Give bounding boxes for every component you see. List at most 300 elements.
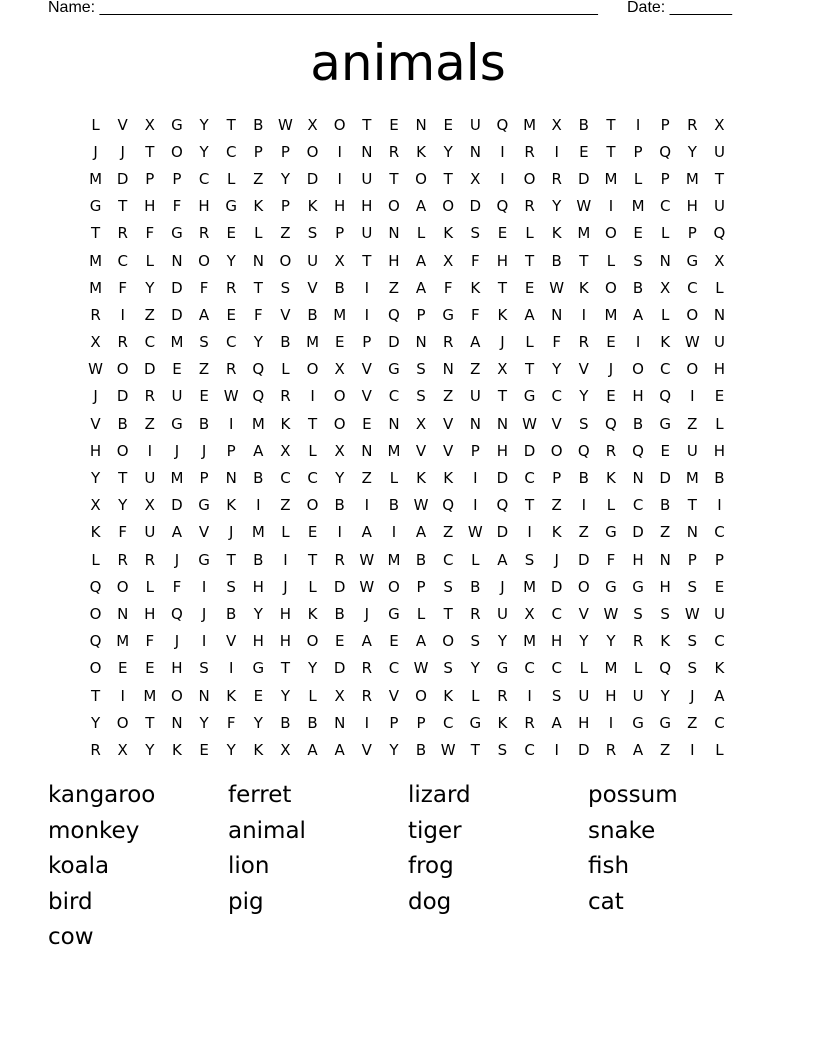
grid-letter: Q bbox=[713, 224, 726, 243]
grid-letter: T bbox=[253, 278, 263, 297]
grid-letter: N bbox=[388, 414, 400, 433]
word-bank-item: dog bbox=[408, 888, 452, 915]
grid-letter: P bbox=[416, 577, 426, 596]
grid-letter: Y bbox=[389, 740, 399, 759]
grid-letter: E bbox=[714, 577, 725, 596]
grid-letter: N bbox=[361, 142, 373, 161]
grid-letter: L bbox=[525, 224, 534, 243]
grid-letter: C bbox=[280, 469, 291, 488]
grid-letter: K bbox=[497, 713, 508, 732]
grid-letter: B bbox=[307, 305, 318, 324]
grid-letter: L bbox=[254, 224, 263, 243]
grid-letter: U bbox=[578, 686, 590, 705]
grid-letter: H bbox=[686, 197, 698, 216]
grid-letter: F bbox=[145, 224, 155, 243]
grid-letter: A bbox=[632, 740, 644, 759]
grid-letter: G bbox=[469, 713, 482, 732]
grid-letter: Z bbox=[198, 360, 210, 379]
grid-row bbox=[82, 138, 733, 165]
grid-letter: K bbox=[226, 496, 237, 515]
grid-letter: N bbox=[469, 142, 481, 161]
grid-letter: R bbox=[361, 686, 373, 705]
grid-letter: O bbox=[116, 577, 129, 596]
grid-letter: J bbox=[608, 360, 614, 379]
grid-letter: U bbox=[713, 333, 725, 352]
grid-letter: B bbox=[280, 713, 291, 732]
grid-letter: E bbox=[199, 387, 209, 406]
grid-letter: Q bbox=[442, 496, 455, 515]
grid-letter: I bbox=[554, 142, 559, 161]
grid-letter: S bbox=[199, 333, 209, 352]
grid-letter: Y bbox=[606, 632, 616, 651]
grid-letter: F bbox=[226, 713, 236, 732]
grid-letter: A bbox=[470, 333, 481, 352]
grid-letter: U bbox=[469, 387, 481, 406]
grid-letter: E bbox=[334, 333, 345, 352]
grid-letter: U bbox=[469, 115, 481, 134]
grid-letter: S bbox=[226, 577, 236, 596]
grid-letter: V bbox=[90, 414, 101, 433]
grid-letter: P bbox=[145, 169, 155, 188]
grid-letter: A bbox=[497, 550, 508, 569]
grid-letter: B bbox=[226, 604, 237, 623]
grid-letter: O bbox=[333, 387, 346, 406]
grid-letter: V bbox=[361, 740, 372, 759]
grid-row bbox=[82, 356, 733, 383]
grid-letter: J bbox=[690, 686, 695, 705]
grid-letter: D bbox=[306, 169, 319, 188]
grid-letter: W bbox=[684, 333, 700, 352]
grid-letter: Q bbox=[252, 360, 265, 379]
grid-letter: B bbox=[334, 496, 345, 515]
grid-letter: R bbox=[117, 224, 128, 243]
grid-letter: E bbox=[362, 414, 372, 433]
grid-letter: D bbox=[578, 550, 590, 569]
word-bank-item: bird bbox=[48, 888, 93, 915]
grid-letter: Y bbox=[470, 659, 480, 678]
grid-letter: L bbox=[715, 278, 724, 297]
grid-letter: L bbox=[633, 169, 643, 188]
grid-letter: O bbox=[333, 414, 346, 433]
grid-letter: K bbox=[578, 278, 589, 297]
grid-letter: L bbox=[579, 659, 588, 678]
grid-letter: O bbox=[550, 441, 563, 460]
grid-letter: W bbox=[522, 414, 537, 433]
grid-letter: M bbox=[170, 469, 184, 488]
grid-letter: Z bbox=[660, 740, 671, 759]
grid-letter: E bbox=[524, 278, 535, 297]
grid-letter: N bbox=[659, 550, 671, 569]
grid-letter: L bbox=[525, 333, 534, 352]
grid-letter: O bbox=[686, 305, 699, 324]
grid-letter: E bbox=[145, 659, 155, 678]
grid-letter: T bbox=[307, 414, 318, 433]
grid-letter: O bbox=[686, 360, 699, 379]
grid-letter: J bbox=[201, 604, 207, 623]
grid-letter: K bbox=[253, 740, 264, 759]
word-search-grid bbox=[82, 111, 733, 764]
grid-letter: O bbox=[577, 577, 590, 596]
grid-letter: P bbox=[633, 142, 643, 161]
grid-letter: Z bbox=[687, 713, 698, 732]
grid-letter: L bbox=[308, 686, 317, 705]
grid-letter: O bbox=[605, 278, 617, 297]
grid-letter: C bbox=[117, 251, 128, 270]
grid-letter: M bbox=[170, 333, 184, 352]
grid-letter: P bbox=[470, 441, 480, 460]
word-bank-item: possum bbox=[588, 782, 678, 808]
grid-letter: A bbox=[171, 523, 183, 542]
word-bank-item: ferret bbox=[228, 782, 292, 808]
grid-letter: A bbox=[361, 632, 372, 651]
grid-letter: H bbox=[279, 604, 292, 623]
grid-letter: I bbox=[201, 577, 207, 596]
grid-letter: K bbox=[443, 224, 454, 243]
grid-letter: I bbox=[228, 659, 234, 678]
grid-letter: I bbox=[228, 414, 234, 433]
grid-letter: C bbox=[388, 659, 400, 678]
grid-letter: D bbox=[116, 169, 129, 188]
grid-letter: H bbox=[198, 197, 210, 216]
grid-letter: Y bbox=[199, 713, 209, 732]
grid-letter: N bbox=[415, 333, 427, 352]
grid-letter: M bbox=[251, 523, 265, 542]
grid-letter: O bbox=[279, 251, 292, 270]
grid-letter: H bbox=[388, 251, 400, 270]
grid-letter: T bbox=[579, 251, 589, 270]
grid-letter: J bbox=[174, 441, 180, 460]
grid-letter: M bbox=[685, 469, 699, 488]
grid-letter: M bbox=[604, 659, 618, 678]
grid-letter: Z bbox=[361, 469, 372, 488]
grid-letter: D bbox=[469, 197, 482, 216]
grid-letter: X bbox=[334, 441, 345, 460]
grid-letter: L bbox=[91, 550, 100, 569]
grid-letter: M bbox=[523, 577, 537, 596]
word-bank-item: monkey bbox=[48, 817, 140, 844]
grid-letter: M bbox=[523, 632, 537, 651]
grid-letter: M bbox=[387, 550, 401, 569]
grid-letter: C bbox=[524, 740, 535, 759]
grid-letter: N bbox=[469, 414, 481, 433]
grid-letter: B bbox=[388, 496, 400, 515]
grid-letter: X bbox=[144, 115, 155, 134]
grid-letter: S bbox=[524, 550, 535, 569]
grid-letter: I bbox=[608, 713, 614, 732]
grid-letter: M bbox=[143, 686, 157, 705]
grid-letter: I bbox=[364, 496, 370, 515]
grid-row bbox=[82, 301, 733, 328]
grid-row bbox=[82, 247, 733, 274]
grid-letter: J bbox=[554, 550, 559, 569]
grid-letter: E bbox=[714, 387, 725, 406]
grid-letter: T bbox=[524, 251, 535, 270]
grid-letter: T bbox=[307, 550, 318, 569]
grid-letter: E bbox=[497, 224, 508, 243]
grid-letter: T bbox=[118, 469, 128, 488]
grid-letter: T bbox=[362, 251, 372, 270]
grid-letter: C bbox=[144, 333, 156, 352]
grid-letter: Z bbox=[687, 414, 698, 433]
grid-letter: O bbox=[116, 360, 129, 379]
grid-letter: H bbox=[252, 577, 264, 596]
grid-letter: C bbox=[551, 659, 562, 678]
grid-letter: Y bbox=[307, 659, 318, 678]
grid-letter: X bbox=[470, 169, 481, 188]
grid-row bbox=[82, 682, 733, 709]
grid-letter: O bbox=[415, 169, 427, 188]
grid-letter: S bbox=[687, 577, 698, 596]
grid-letter: A bbox=[361, 523, 372, 542]
grid-letter: N bbox=[361, 441, 373, 460]
grid-letter: O bbox=[306, 496, 319, 515]
grid-letter: S bbox=[443, 659, 453, 678]
grid-letter: X bbox=[443, 251, 454, 270]
grid-letter: R bbox=[524, 142, 535, 161]
grid-letter: L bbox=[715, 414, 724, 433]
grid-letter: I bbox=[256, 496, 261, 515]
grid-letter: E bbox=[660, 441, 670, 460]
grid-letter: J bbox=[174, 550, 180, 569]
grid-letter: Y bbox=[335, 469, 345, 488]
grid-row bbox=[82, 410, 733, 437]
grid-letter: G bbox=[523, 387, 536, 406]
grid-letter: B bbox=[551, 251, 562, 270]
date-field-label: Date: _______ bbox=[627, 0, 732, 16]
grid-letter: S bbox=[307, 224, 318, 243]
grid-letter: W bbox=[359, 550, 375, 569]
grid-letter: C bbox=[225, 142, 237, 161]
grid-letter: O bbox=[415, 686, 427, 705]
grid-letter: G bbox=[388, 360, 400, 379]
grid-letter: D bbox=[578, 740, 590, 759]
grid-letter: J bbox=[228, 523, 234, 542]
grid-letter: B bbox=[470, 577, 481, 596]
grid-letter: G bbox=[605, 577, 617, 596]
grid-letter: R bbox=[497, 686, 508, 705]
grid-letter: Z bbox=[280, 496, 291, 515]
grid-letter: H bbox=[713, 441, 726, 460]
grid-letter: H bbox=[632, 550, 644, 569]
grid-letter: L bbox=[416, 604, 426, 623]
grid-letter: T bbox=[443, 604, 453, 623]
grid-letter: J bbox=[201, 441, 207, 460]
grid-letter: S bbox=[633, 251, 643, 270]
grid-letter: N bbox=[496, 414, 509, 433]
grid-letter: D bbox=[171, 278, 183, 297]
grid-letter: Z bbox=[660, 523, 671, 542]
grid-letter: C bbox=[659, 360, 671, 379]
grid-letter: U bbox=[144, 523, 156, 542]
grid-letter: A bbox=[632, 305, 644, 324]
grid-letter: V bbox=[443, 441, 454, 460]
grid-letter: B bbox=[714, 469, 725, 488]
grid-letter: K bbox=[307, 197, 318, 216]
grid-letter: D bbox=[116, 387, 129, 406]
grid-letter: E bbox=[307, 523, 318, 542]
grid-letter: P bbox=[280, 142, 290, 161]
grid-letter: T bbox=[280, 659, 291, 678]
grid-row bbox=[82, 165, 733, 192]
grid-letter: G bbox=[252, 659, 265, 678]
grid-letter: O bbox=[89, 604, 102, 623]
grid-letter: L bbox=[308, 577, 317, 596]
word-bank-item: snake bbox=[588, 817, 656, 844]
grid-letter: M bbox=[685, 169, 699, 188]
grid-letter: H bbox=[578, 713, 590, 732]
grid-letter: B bbox=[280, 333, 291, 352]
grid-letter: U bbox=[361, 169, 373, 188]
grid-letter: I bbox=[391, 523, 397, 542]
grid-letter: Y bbox=[660, 686, 670, 705]
grid-letter: A bbox=[415, 197, 427, 216]
grid-letter: B bbox=[415, 550, 427, 569]
grid-letter: Y bbox=[253, 604, 263, 623]
grid-letter: Y bbox=[280, 169, 291, 188]
grid-letter: B bbox=[632, 414, 644, 433]
grid-row bbox=[82, 546, 733, 573]
grid-letter: K bbox=[307, 604, 318, 623]
grid-letter: I bbox=[500, 169, 505, 188]
grid-letter: S bbox=[660, 604, 670, 623]
grid-letter: Y bbox=[145, 740, 155, 759]
grid-letter: P bbox=[280, 197, 290, 216]
grid-letter: S bbox=[551, 686, 562, 705]
grid-letter: Q bbox=[577, 441, 590, 460]
grid-letter: Y bbox=[145, 278, 155, 297]
grid-letter: C bbox=[442, 713, 454, 732]
grid-letter: K bbox=[660, 632, 671, 651]
grid-letter: A bbox=[415, 523, 427, 542]
grid-letter: W bbox=[223, 387, 239, 406]
grid-letter: C bbox=[225, 333, 237, 352]
grid-letter: P bbox=[416, 713, 426, 732]
grid-letter: Y bbox=[579, 387, 589, 406]
grid-letter: L bbox=[416, 224, 426, 243]
grid-letter: E bbox=[226, 305, 236, 324]
grid-letter: W bbox=[413, 496, 429, 515]
grid-row bbox=[82, 274, 733, 301]
word-bank-item: cow bbox=[48, 924, 94, 950]
grid-letter: X bbox=[334, 686, 345, 705]
grid-letter: V bbox=[361, 360, 372, 379]
grid-letter: E bbox=[226, 224, 236, 243]
grid-letter: K bbox=[443, 686, 454, 705]
grid-letter: C bbox=[442, 550, 454, 569]
grid-letter: P bbox=[335, 224, 345, 243]
grid-letter: R bbox=[687, 115, 698, 134]
grid-letter: E bbox=[633, 224, 643, 243]
grid-letter: M bbox=[251, 414, 265, 433]
grid-letter: O bbox=[605, 224, 617, 243]
grid-letter: F bbox=[118, 523, 127, 542]
grid-letter: R bbox=[605, 740, 617, 759]
grid-letter: F bbox=[145, 632, 155, 651]
grid-letter: S bbox=[443, 577, 453, 596]
grid-letter: P bbox=[362, 333, 372, 352]
grid-letter: Z bbox=[470, 360, 481, 379]
grid-letter: Y bbox=[497, 632, 508, 651]
grid-letter: Y bbox=[579, 632, 589, 651]
grid-letter: J bbox=[500, 577, 505, 596]
grid-letter: H bbox=[144, 604, 156, 623]
grid-letter: Z bbox=[388, 278, 400, 297]
grid-letter: K bbox=[551, 523, 562, 542]
grid-letter: K bbox=[253, 197, 264, 216]
grid-letter: U bbox=[632, 686, 644, 705]
grid-letter: C bbox=[632, 496, 644, 515]
grid-letter: N bbox=[252, 251, 264, 270]
grid-letter: R bbox=[578, 333, 590, 352]
word-bank-item: frog bbox=[408, 853, 454, 879]
grid-letter: I bbox=[473, 496, 478, 515]
grid-letter: I bbox=[581, 496, 587, 515]
grid-letter: X bbox=[660, 278, 671, 297]
grid-letter: T bbox=[470, 740, 480, 759]
grid-letter: X bbox=[415, 414, 427, 433]
grid-letter: W bbox=[549, 278, 565, 297]
grid-letter: S bbox=[199, 659, 209, 678]
grid-letter: N bbox=[686, 523, 698, 542]
grid-letter: I bbox=[283, 550, 288, 569]
grid-letter: D bbox=[496, 523, 509, 542]
grid-letter: A bbox=[334, 740, 345, 759]
grid-letter: A bbox=[714, 686, 725, 705]
grid-letter: A bbox=[253, 441, 264, 460]
grid-letter: C bbox=[687, 278, 698, 297]
grid-letter: E bbox=[606, 387, 616, 406]
grid-letter: X bbox=[524, 604, 535, 623]
grid-letter: L bbox=[281, 360, 290, 379]
grid-letter: O bbox=[306, 360, 319, 379]
grid-letter: X bbox=[334, 251, 345, 270]
grid-letter: I bbox=[120, 686, 125, 705]
grid-letter: S bbox=[280, 278, 291, 297]
grid-letter: Z bbox=[253, 169, 264, 188]
grid-letter: B bbox=[334, 604, 345, 623]
grid-letter: D bbox=[632, 523, 644, 542]
grid-letter: F bbox=[199, 278, 209, 297]
grid-letter: J bbox=[93, 142, 98, 161]
grid-letter: H bbox=[361, 197, 373, 216]
grid-letter: I bbox=[310, 387, 315, 406]
grid-letter: I bbox=[364, 713, 370, 732]
grid-letter: G bbox=[89, 197, 102, 216]
grid-letter: U bbox=[144, 469, 156, 488]
grid-letter: B bbox=[117, 414, 128, 433]
grid-row bbox=[82, 220, 733, 247]
grid-letter: R bbox=[280, 387, 291, 406]
grid-letter: E bbox=[389, 632, 399, 651]
grid-letter: O bbox=[632, 360, 644, 379]
grid-letter: T bbox=[362, 115, 372, 134]
grid-letter: L bbox=[606, 251, 616, 270]
grid-letter: Q bbox=[496, 496, 509, 515]
grid-letter: F bbox=[470, 251, 480, 270]
grid-letter: R bbox=[524, 197, 535, 216]
grid-letter: V bbox=[117, 115, 128, 134]
grid-letter: I bbox=[635, 115, 641, 134]
grid-letter: N bbox=[659, 251, 671, 270]
grid-letter: E bbox=[172, 360, 182, 379]
grid-letter: E bbox=[389, 115, 399, 134]
grid-letter: N bbox=[713, 305, 726, 324]
grid-letter: K bbox=[551, 224, 562, 243]
grid-letter: X bbox=[334, 360, 345, 379]
grid-letter: G bbox=[632, 577, 644, 596]
grid-letter: L bbox=[471, 550, 480, 569]
grid-letter: C bbox=[714, 713, 725, 732]
